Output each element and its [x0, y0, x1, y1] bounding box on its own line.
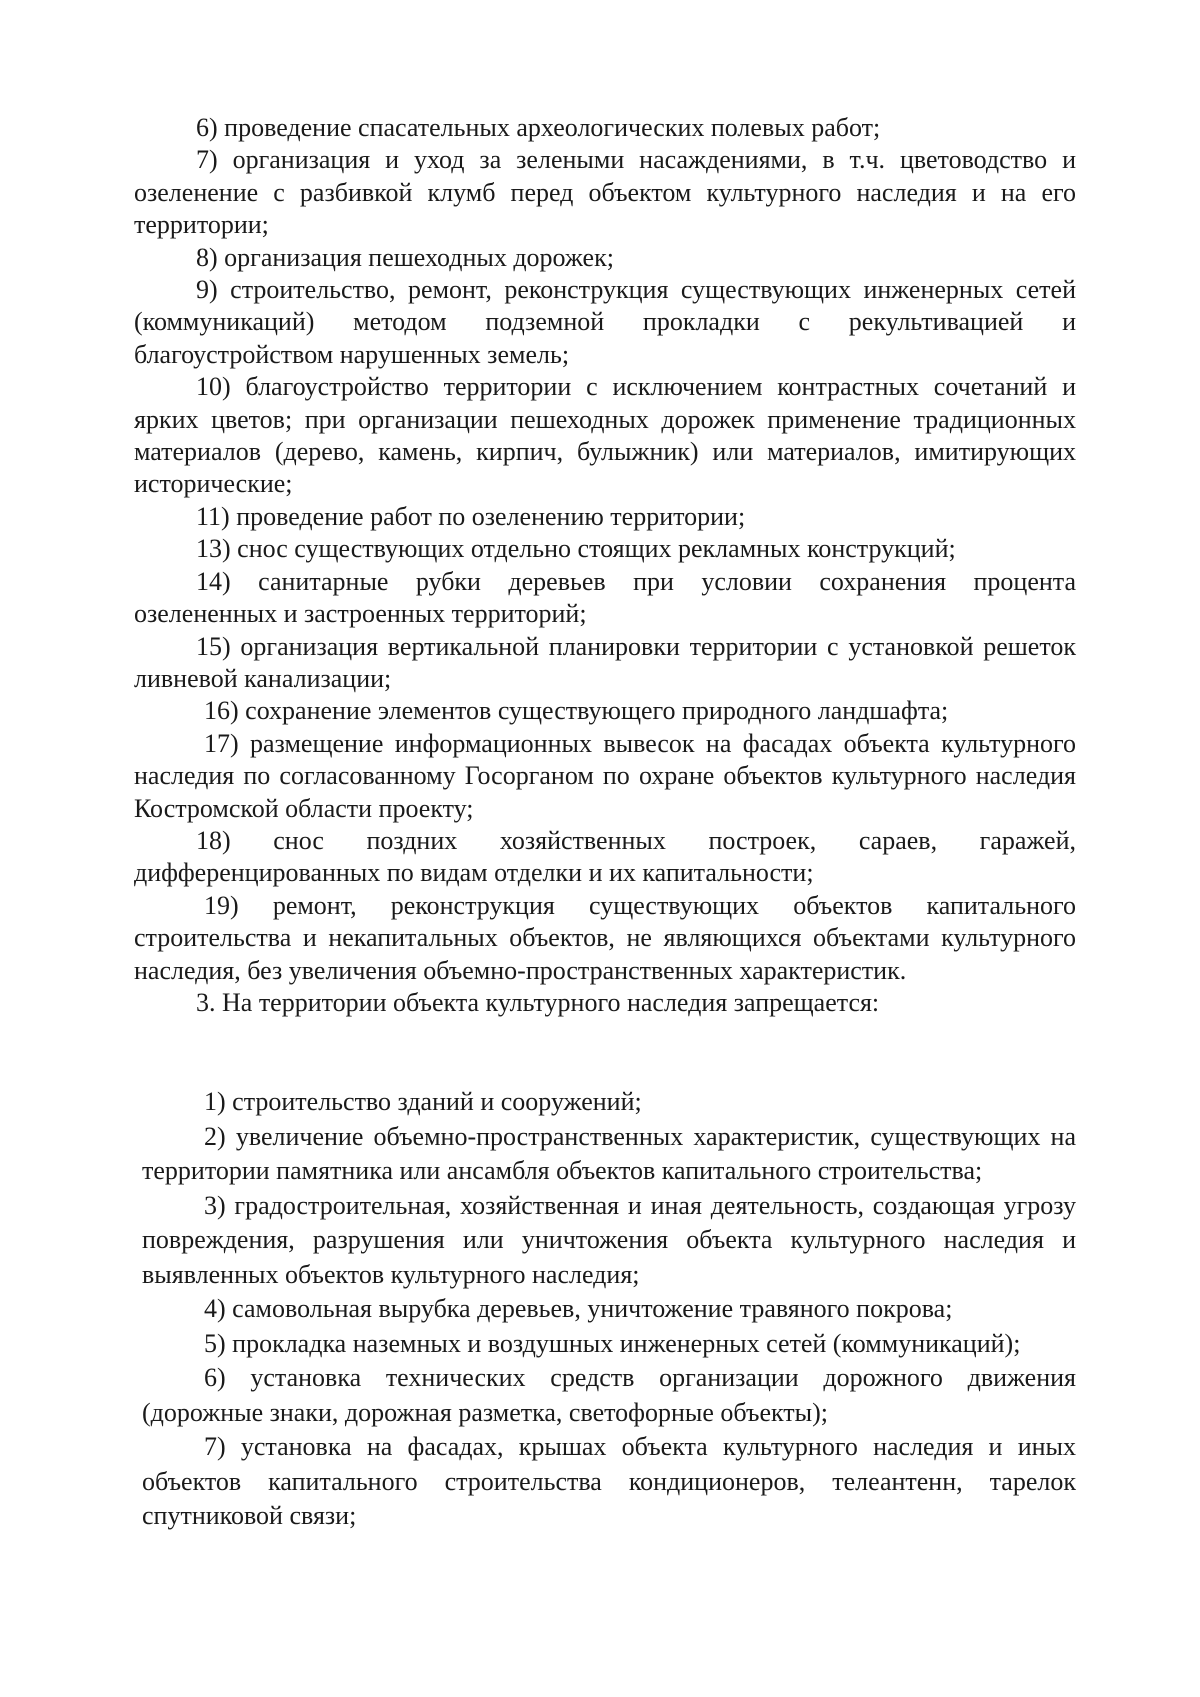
section-heading: 3. На территории объекта культурного наследия запрещается:: [196, 987, 880, 1017]
list-item: 3) градостроительная, хозяйственная и иная деятельность, создающая угрозу повреждения, разрушения или уничтожения объекта культурного наследия и выявленных объектов культурного наследия;: [142, 1190, 1076, 1289]
list-item: 13) снос существующих отдельно стоящих рекламных конструкций;: [196, 534, 956, 564]
list-item: 7) установка на фасадах, крышах объекта культурного наследия и иных объектов капитального строительства кондиционеров, телеантенн, тарелок спутниковой связи;: [142, 1432, 1076, 1530]
list-item: 6) проведение спасательных археологических полевых работ;: [196, 113, 881, 142]
list-item: 17) размещение информационных вывесок на фасадах объекта культурного наследия по согласованному Госорганом по охране объектов культурного наследия Костромской области проекту;: [134, 728, 1076, 823]
list-item: 11) проведение работ по озеленению территории;: [196, 501, 746, 531]
list-item: 14) санитарные рубки деревьев при условии сохранения процента озелененных и застроенных территорий;: [134, 566, 1076, 629]
list-item: 15) организация вертикальной планировки территории с установкой решеток ливневой канализации;: [134, 631, 1076, 693]
list-item: 16) сохранение элементов существующего природного ландшафта;: [204, 696, 949, 726]
list-item: 4) самовольная вырубка деревьев, уничтожение травяного покрова;: [204, 1294, 953, 1323]
list-item: 2) увеличение объемно-пространственных характеристик, существующих на территории памятника или ансамбля объектов капитального строительства;: [142, 1121, 1076, 1185]
list-item: 10) благоустройство территории с исключением контрастных сочетаний и ярких цветов; при организации пешеходных дорожек применение традиционных материалов (дерево, камень, кирпич, булыжник) или материалов, имитирующих исторические;: [134, 372, 1076, 499]
list-item: 7) организация и уход за зелеными насаждениями, в т.ч. цветоводство и озеленение с разбивкой клумб перед объектом культурного наследия и на его территории;: [134, 145, 1076, 240]
list-item: 1) строительство зданий и сооружений;: [204, 1087, 642, 1116]
list-item: 18) снос поздних хозяйственных построек, сараев, гаражей, дифференцированных по видам отделки и их капитальности;: [134, 825, 1076, 888]
document-text-section-a: [134, 112, 1076, 1019]
list-item: 9) строительство, ремонт, реконструкция существующих инженерных сетей (коммуникаций) методом подземной прокладки с рекультивацией и благоустройством нарушенных земель;: [134, 275, 1076, 369]
list-item: 8) организация пешеходных дорожек;: [196, 242, 614, 272]
list-item: 5) прокладка наземных и воздушных инженерных сетей (коммуникаций);: [204, 1328, 1021, 1358]
list-item: 19) ремонт, реконструкция существующих объектов капитального строительства и некапитальных объектов, не являющихся объектами культурного наследия, без увеличения объемно-пространственных характеристик.: [134, 890, 1076, 985]
list-item: 6) установка технических средств организации дорожного движения (дорожные знаки, дорожная разметка, светофорные объекты);: [142, 1363, 1076, 1427]
document-text-section-b: [142, 1085, 1076, 1534]
